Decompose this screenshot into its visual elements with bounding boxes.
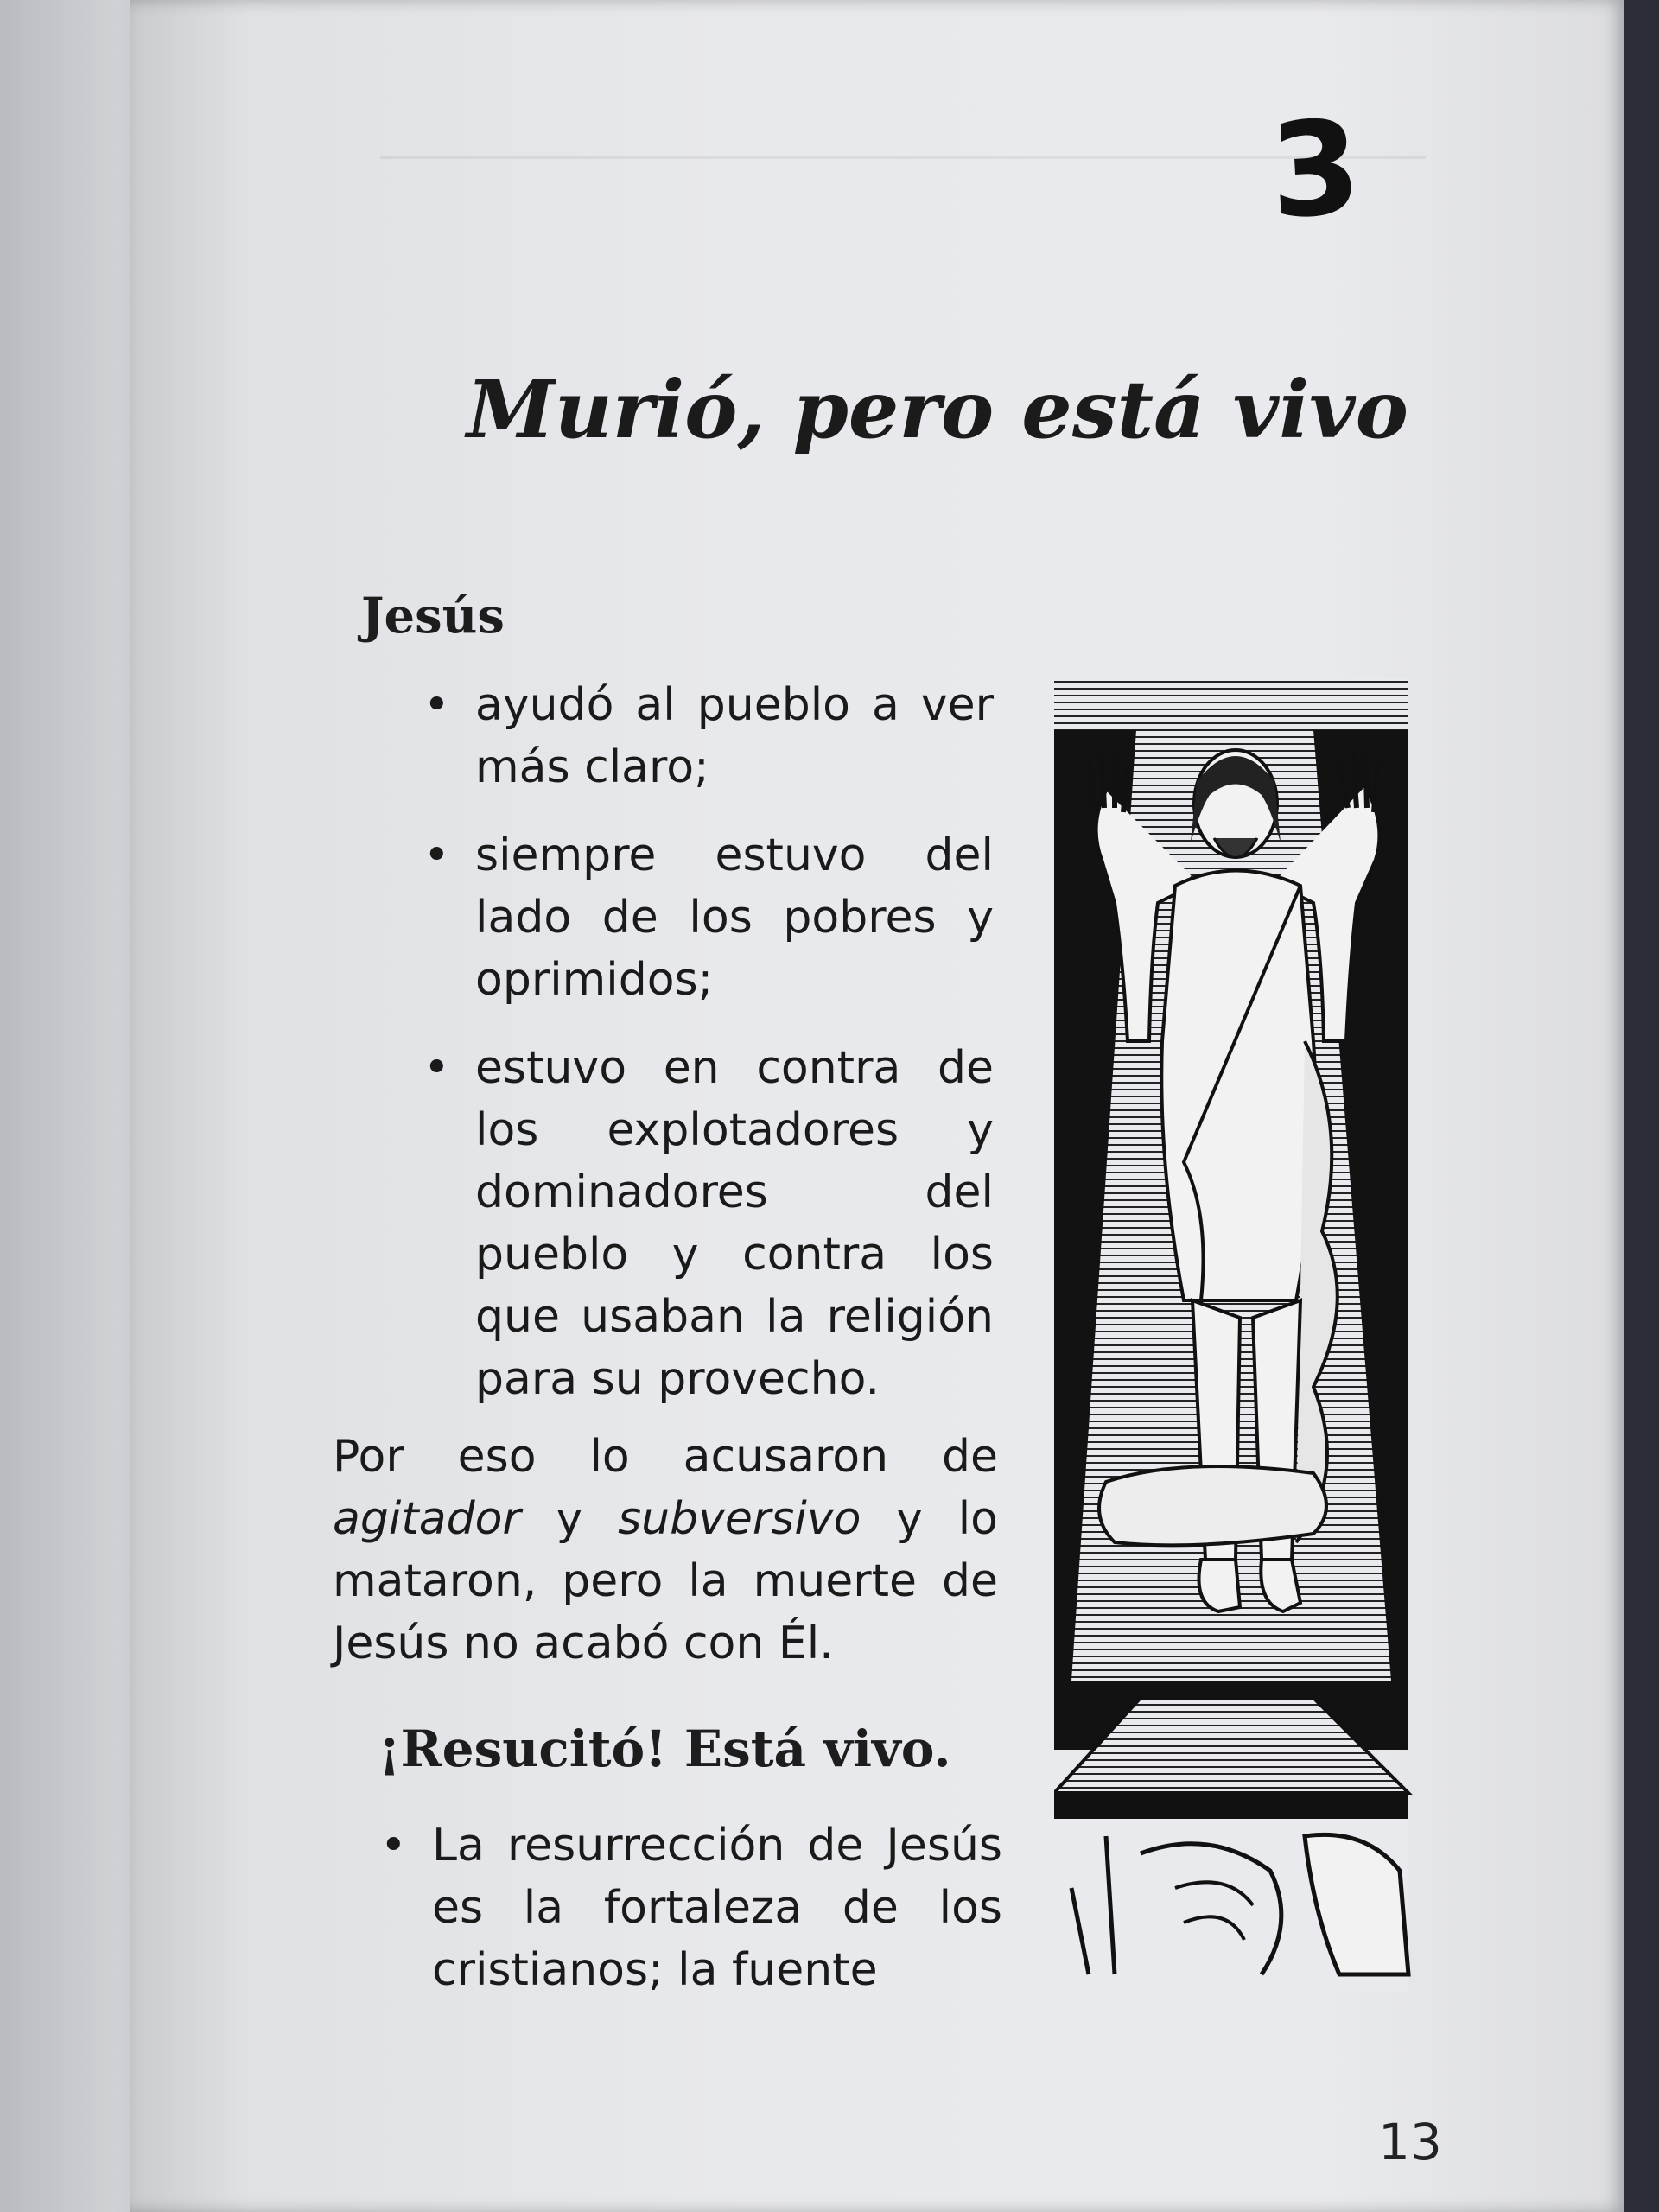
paragraph-italic: subversivo [618, 1493, 861, 1545]
body-paragraph [333, 1426, 998, 1675]
list-item: • ayudó al pueblo a ver más claro; [423, 674, 994, 798]
page-title: Murió, pero está vivo [467, 363, 1408, 456]
paragraph-text: y lo mataron, pero la muerte de Jesús no acabó con Él. [333, 1493, 998, 1669]
page-number: 13 [1378, 2113, 1442, 2171]
section-heading-resucito: ¡Resucitó! Está vivo. [378, 1719, 951, 1778]
paragraph-text: Por eso lo acusaron de [333, 1431, 998, 1483]
chapter-number: 3 [1266, 92, 1364, 248]
section-heading-jesus: Jesús [361, 588, 505, 645]
paragraph-text: y [520, 1493, 619, 1545]
list-item: • estuvo en contra de los explotadores y dominadores del pueblo y contra los que usaban la religión para su provecho. [423, 1037, 994, 1410]
list-item: • La resurrección de Jesús es la fortaleza de los cristianos; la fuente [380, 1815, 1002, 2001]
resurrection-list [380, 1815, 1002, 2027]
paragraph-italic: agitador [333, 1493, 521, 1545]
jesus-list [423, 674, 994, 1436]
list-item: • siempre estuvo del lado de los pobres y oprimidos; [423, 824, 994, 1011]
risen-jesus-illustration-icon [1054, 678, 1417, 1992]
